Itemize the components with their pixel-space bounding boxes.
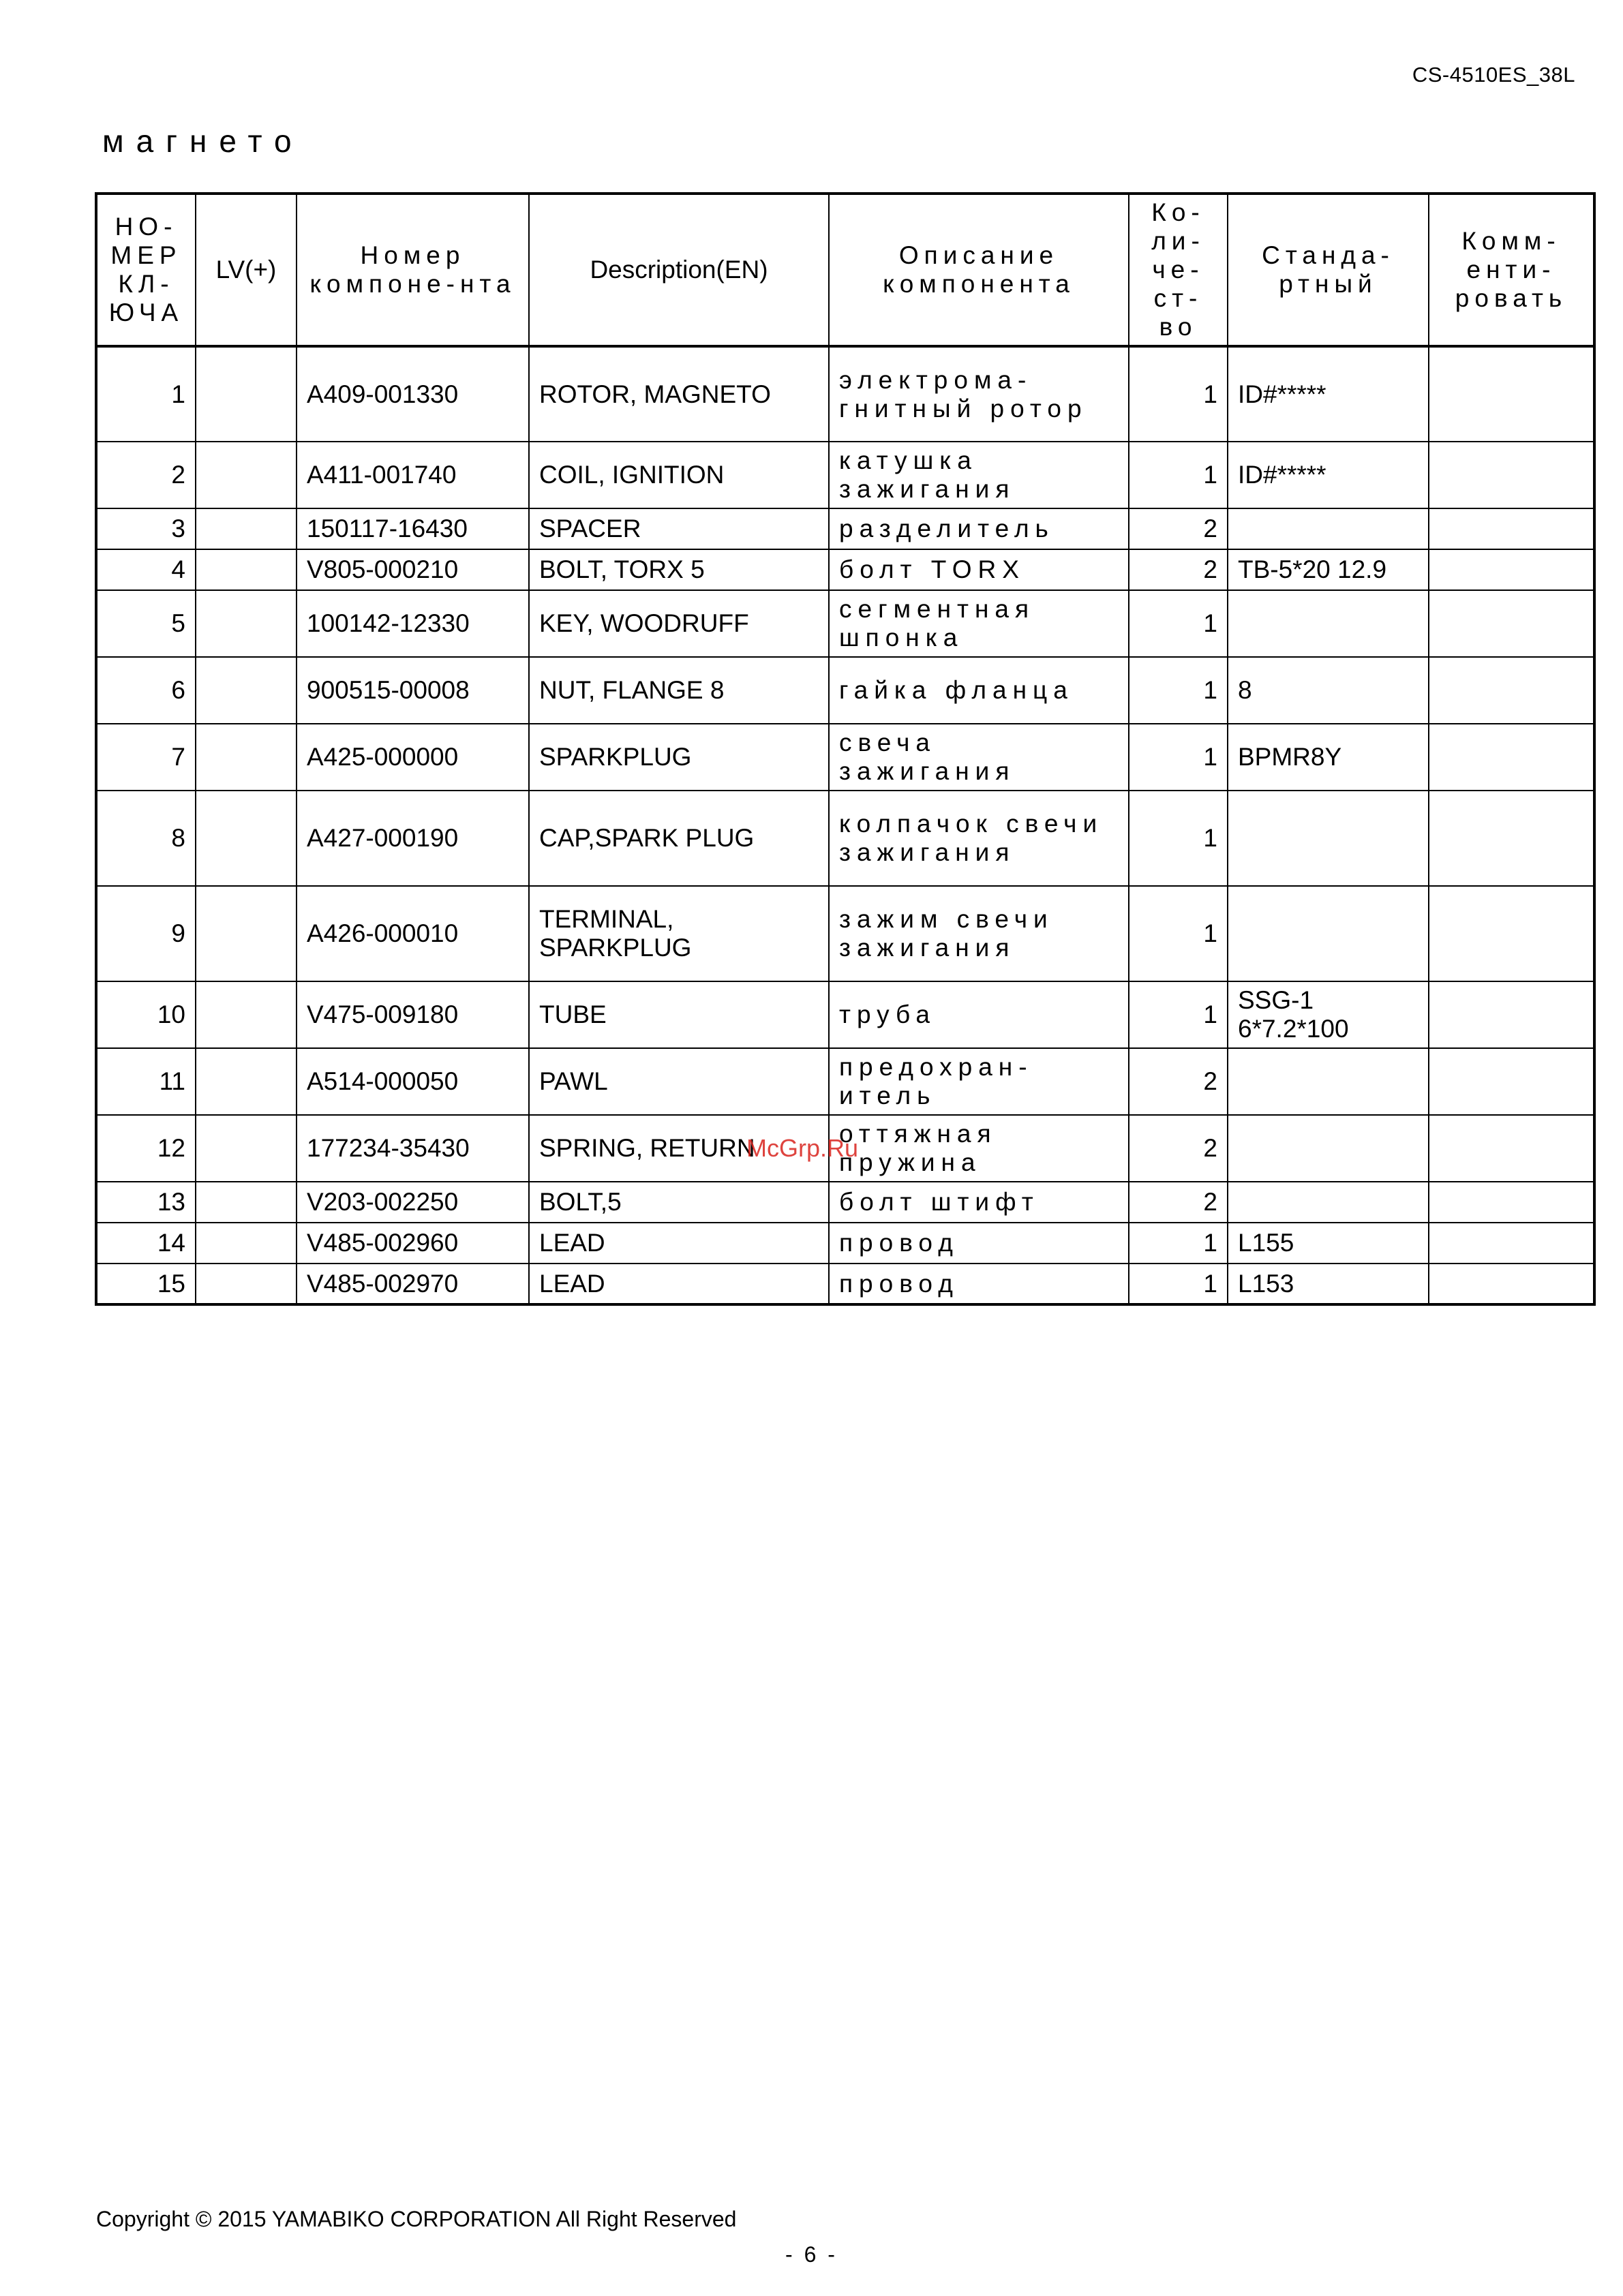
cell-part-number: A426-000010 — [297, 886, 529, 981]
cell-lv — [196, 791, 297, 886]
cell-description-ru: провод — [829, 1264, 1129, 1304]
cell-description-ru: труба — [829, 981, 1129, 1048]
model-code: CS-4510ES_38L — [1412, 63, 1575, 87]
cell-key: 1 — [96, 346, 196, 442]
cell-key: 14 — [96, 1223, 196, 1264]
cell-standard: ID#***** — [1228, 442, 1429, 508]
table-row — [96, 657, 1594, 724]
col-header-comment: Комм-енти-ровать — [1429, 194, 1594, 346]
col-header-quantity: Ко-ли-че-ст-во — [1129, 194, 1228, 346]
table-row — [96, 1048, 1594, 1115]
cell-comment — [1429, 549, 1594, 590]
cell-quantity: 2 — [1129, 549, 1228, 590]
cell-standard — [1228, 1115, 1429, 1182]
col-header-key: НО-МЕР КЛ-ЮЧА — [96, 194, 196, 346]
table-row — [96, 346, 1594, 442]
cell-quantity: 2 — [1129, 1115, 1228, 1182]
cell-part-number: A411-001740 — [297, 442, 529, 508]
cell-comment — [1429, 1048, 1594, 1115]
cell-lv — [196, 590, 297, 657]
cell-quantity: 2 — [1129, 508, 1228, 549]
cell-comment — [1429, 442, 1594, 508]
table-row — [96, 508, 1594, 549]
cell-description-en: ROTOR, MAGNETO — [529, 346, 829, 442]
cell-description-ru: свеча зажигания — [829, 724, 1129, 791]
cell-description-en: CAP,SPARK PLUG — [529, 791, 829, 886]
cell-quantity: 1 — [1129, 981, 1228, 1048]
cell-part-number: 100142-12330 — [297, 590, 529, 657]
cell-quantity: 1 — [1129, 442, 1228, 508]
cell-part-number: V805-000210 — [297, 549, 529, 590]
cell-description-ru: колпачок свечи зажигания — [829, 791, 1129, 886]
cell-comment — [1429, 508, 1594, 549]
table-row — [96, 886, 1594, 981]
cell-description-ru: гайка фланца — [829, 657, 1129, 724]
cell-standard: 8 — [1228, 657, 1429, 724]
table-row — [96, 1223, 1594, 1264]
cell-part-number: 150117-16430 — [297, 508, 529, 549]
cell-lv — [196, 508, 297, 549]
cell-description-en: TERMINAL, SPARKPLUG — [529, 886, 829, 981]
cell-lv — [196, 1264, 297, 1304]
cell-part-number: V203-002250 — [297, 1182, 529, 1223]
cell-key: 7 — [96, 724, 196, 791]
cell-comment — [1429, 346, 1594, 442]
cell-standard — [1228, 791, 1429, 886]
cell-standard: L153 — [1228, 1264, 1429, 1304]
cell-key: 12 — [96, 1115, 196, 1182]
cell-quantity: 1 — [1129, 346, 1228, 442]
cell-description-en: SPRING, RETURN — [529, 1115, 829, 1182]
cell-description-en: KEY, WOODRUFF — [529, 590, 829, 657]
col-header-standard: Станда-ртный — [1228, 194, 1429, 346]
cell-lv — [196, 724, 297, 791]
cell-standard — [1228, 508, 1429, 549]
copyright: Copyright © 2015 YAMABIKO CORPORATION All Right Reserved — [96, 2207, 737, 2231]
cell-key: 2 — [96, 442, 196, 508]
cell-quantity: 1 — [1129, 1264, 1228, 1304]
col-header-description-ru: Описание компонента — [829, 194, 1129, 346]
cell-key: 6 — [96, 657, 196, 724]
cell-quantity: 2 — [1129, 1048, 1228, 1115]
cell-comment — [1429, 791, 1594, 886]
cell-comment — [1429, 590, 1594, 657]
cell-key: 15 — [96, 1264, 196, 1304]
table-row — [96, 791, 1594, 886]
table-row — [96, 549, 1594, 590]
cell-part-number: A409-001330 — [297, 346, 529, 442]
cell-comment — [1429, 886, 1594, 981]
cell-description-ru: болт TORX — [829, 549, 1129, 590]
cell-part-number: 177234-35430 — [297, 1115, 529, 1182]
cell-part-number: V485-002970 — [297, 1264, 529, 1304]
cell-description-ru: провод — [829, 1223, 1129, 1264]
cell-comment — [1429, 657, 1594, 724]
page-number: - 6 - — [785, 2242, 838, 2267]
cell-key: 9 — [96, 886, 196, 981]
cell-key: 8 — [96, 791, 196, 886]
cell-key: 13 — [96, 1182, 196, 1223]
page-title: магнето — [102, 123, 304, 159]
cell-description-en: LEAD — [529, 1264, 829, 1304]
cell-description-ru: предохран-итель — [829, 1048, 1129, 1115]
cell-comment — [1429, 1182, 1594, 1223]
cell-quantity: 2 — [1129, 1182, 1228, 1223]
cell-part-number: V475-009180 — [297, 981, 529, 1048]
cell-description-en: BOLT,5 — [529, 1182, 829, 1223]
cell-key: 10 — [96, 981, 196, 1048]
cell-lv — [196, 1115, 297, 1182]
cell-description-en: SPARKPLUG — [529, 724, 829, 791]
cell-quantity: 1 — [1129, 886, 1228, 981]
cell-standard — [1228, 590, 1429, 657]
cell-description-ru: разделитель — [829, 508, 1129, 549]
cell-comment — [1429, 1264, 1594, 1304]
cell-quantity: 1 — [1129, 590, 1228, 657]
cell-standard: ID#***** — [1228, 346, 1429, 442]
cell-lv — [196, 1182, 297, 1223]
cell-description-en: TUBE — [529, 981, 829, 1048]
cell-comment — [1429, 981, 1594, 1048]
cell-description-en: SPACER — [529, 508, 829, 549]
watermark: McGrp.Ru — [746, 1134, 859, 1162]
cell-key: 4 — [96, 549, 196, 590]
cell-lv — [196, 1048, 297, 1115]
cell-description-ru: болт штифт — [829, 1182, 1129, 1223]
cell-lv — [196, 442, 297, 508]
cell-description-ru: катушка зажигания — [829, 442, 1129, 508]
col-header-description-en: Description(EN) — [529, 194, 829, 346]
cell-description-en: BOLT, TORX 5 — [529, 549, 829, 590]
cell-part-number: A425-000000 — [297, 724, 529, 791]
cell-lv — [196, 657, 297, 724]
col-header-part-number: Номер компоне-нта — [297, 194, 529, 346]
cell-comment — [1429, 724, 1594, 791]
cell-part-number: V485-002960 — [297, 1223, 529, 1264]
cell-lv — [196, 1223, 297, 1264]
table-row — [96, 1182, 1594, 1223]
cell-standard: BPMR8Y — [1228, 724, 1429, 791]
cell-key: 3 — [96, 508, 196, 549]
cell-lv — [196, 549, 297, 590]
cell-quantity: 1 — [1129, 724, 1228, 791]
cell-lv — [196, 886, 297, 981]
cell-description-ru: сегментная шпонка — [829, 590, 1129, 657]
cell-quantity: 1 — [1129, 1223, 1228, 1264]
cell-description-en: PAWL — [529, 1048, 829, 1115]
table-header-row — [96, 194, 1594, 346]
table-row — [96, 724, 1594, 791]
cell-standard — [1228, 886, 1429, 981]
cell-description-en: LEAD — [529, 1223, 829, 1264]
cell-quantity: 1 — [1129, 791, 1228, 886]
cell-description-en: COIL, IGNITION — [529, 442, 829, 508]
cell-comment — [1429, 1115, 1594, 1182]
cell-key: 11 — [96, 1048, 196, 1115]
table-row — [96, 442, 1594, 508]
cell-lv — [196, 981, 297, 1048]
cell-description-en: NUT, FLANGE 8 — [529, 657, 829, 724]
cell-standard: L155 — [1228, 1223, 1429, 1264]
col-header-lv: LV(+) — [196, 194, 297, 346]
cell-lv — [196, 346, 297, 442]
cell-standard — [1228, 1182, 1429, 1223]
cell-standard: TB-5*20 12.9 — [1228, 549, 1429, 590]
table-row — [96, 1264, 1594, 1304]
cell-quantity: 1 — [1129, 657, 1228, 724]
cell-standard: SSG-1 6*7.2*100 — [1228, 981, 1429, 1048]
cell-part-number: 900515-00008 — [297, 657, 529, 724]
cell-part-number: A514-000050 — [297, 1048, 529, 1115]
table-row — [96, 590, 1594, 657]
cell-description-ru: зажим свечи зажигания — [829, 886, 1129, 981]
table-row — [96, 981, 1594, 1048]
cell-part-number: A427-000190 — [297, 791, 529, 886]
cell-comment — [1429, 1223, 1594, 1264]
cell-description-ru: оттяжная пружина — [829, 1115, 1129, 1182]
cell-key: 5 — [96, 590, 196, 657]
cell-standard — [1228, 1048, 1429, 1115]
cell-description-ru: электрома-гнитный ротор — [829, 346, 1129, 442]
